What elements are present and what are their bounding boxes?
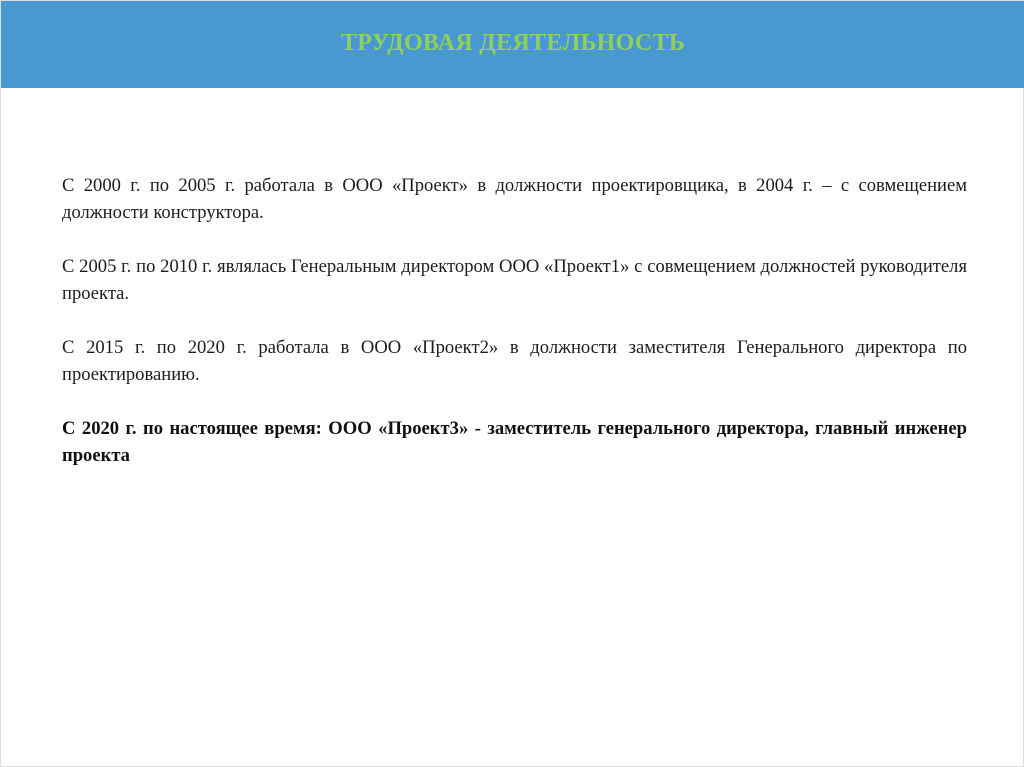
employment-paragraph-current: С 2020 г. по настоящее время: ООО «Проект3» - заместитель генерального директора, главный инженер проекта <box>62 418 967 466</box>
employment-paragraph-3: С 2015 г. по 2020 г. работала в ООО «Проект2» в должности заместителя Генерального директора по проектированию. <box>62 337 967 385</box>
slide-title: ТРУДОВАЯ ДЕЯТЕЛЬНОСТЬ <box>340 30 686 56</box>
title-bar <box>1 1 1024 88</box>
slide-content <box>62 172 967 496</box>
employment-paragraph-1: С 2000 г. по 2005 г. работала в ООО «Проект» в должности проектировщика, в 2004 г. – с совмещением должности конструктора. <box>62 175 967 223</box>
employment-paragraph-2: С 2005 г. по 2010 г. являлась Генеральным директором ООО «Проект1» с совмещением должностей руководителя проекта. <box>62 256 967 304</box>
